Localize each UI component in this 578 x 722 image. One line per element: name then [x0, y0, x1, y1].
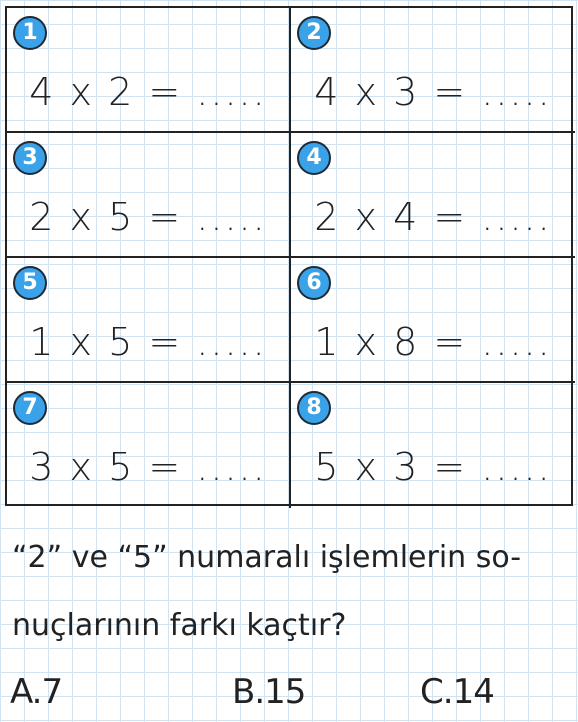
option-value: 14: [452, 672, 494, 712]
problem-cell-5: [7, 258, 291, 383]
problems-table: [5, 6, 573, 506]
option-label: C.: [420, 672, 453, 712]
problem-expression: 1 x 5 = .....: [29, 320, 267, 364]
problem-cell-4: [291, 133, 575, 258]
problem-number-badge: 2: [297, 16, 331, 50]
problem-expression: 3 x 5 = .....: [29, 445, 267, 489]
problem-cell-2: [291, 8, 575, 133]
option-label: A.: [10, 672, 42, 712]
question-line-1: “2” ve “5” numaralı işlemlerin so-: [12, 540, 522, 575]
question-line-2: nuçlarının farkı kaçtır?: [12, 608, 347, 643]
problem-number-badge: 4: [297, 141, 331, 175]
problem-number-badge: 7: [13, 391, 47, 425]
problem-cell-6: [291, 258, 575, 383]
problem-number-badge: 8: [297, 391, 331, 425]
option-label: B.: [232, 672, 265, 712]
option-value: 15: [264, 672, 306, 712]
problem-cell-1: [7, 8, 291, 133]
option-value: 7: [41, 672, 63, 712]
answer-option-a[interactable]: [10, 672, 62, 712]
problem-expression: 5 x 3 = .....: [314, 445, 552, 489]
problem-number-badge: 1: [13, 16, 47, 50]
problem-expression: 4 x 3 = .....: [314, 70, 552, 114]
problem-number-badge: 3: [13, 141, 47, 175]
problem-number-badge: 6: [297, 266, 331, 300]
problem-expression: 1 x 8 = .....: [314, 320, 552, 364]
problem-cell-7: [7, 383, 291, 508]
problem-number-badge: 5: [13, 266, 47, 300]
problem-expression: 2 x 4 = .....: [314, 195, 552, 239]
problem-expression: 4 x 2 = .....: [29, 70, 267, 114]
answer-option-b[interactable]: [232, 672, 305, 712]
answer-option-c[interactable]: [420, 672, 494, 712]
problem-cell-8: [291, 383, 575, 508]
problem-cell-3: [7, 133, 291, 258]
problem-expression: 2 x 5 = .....: [29, 195, 267, 239]
